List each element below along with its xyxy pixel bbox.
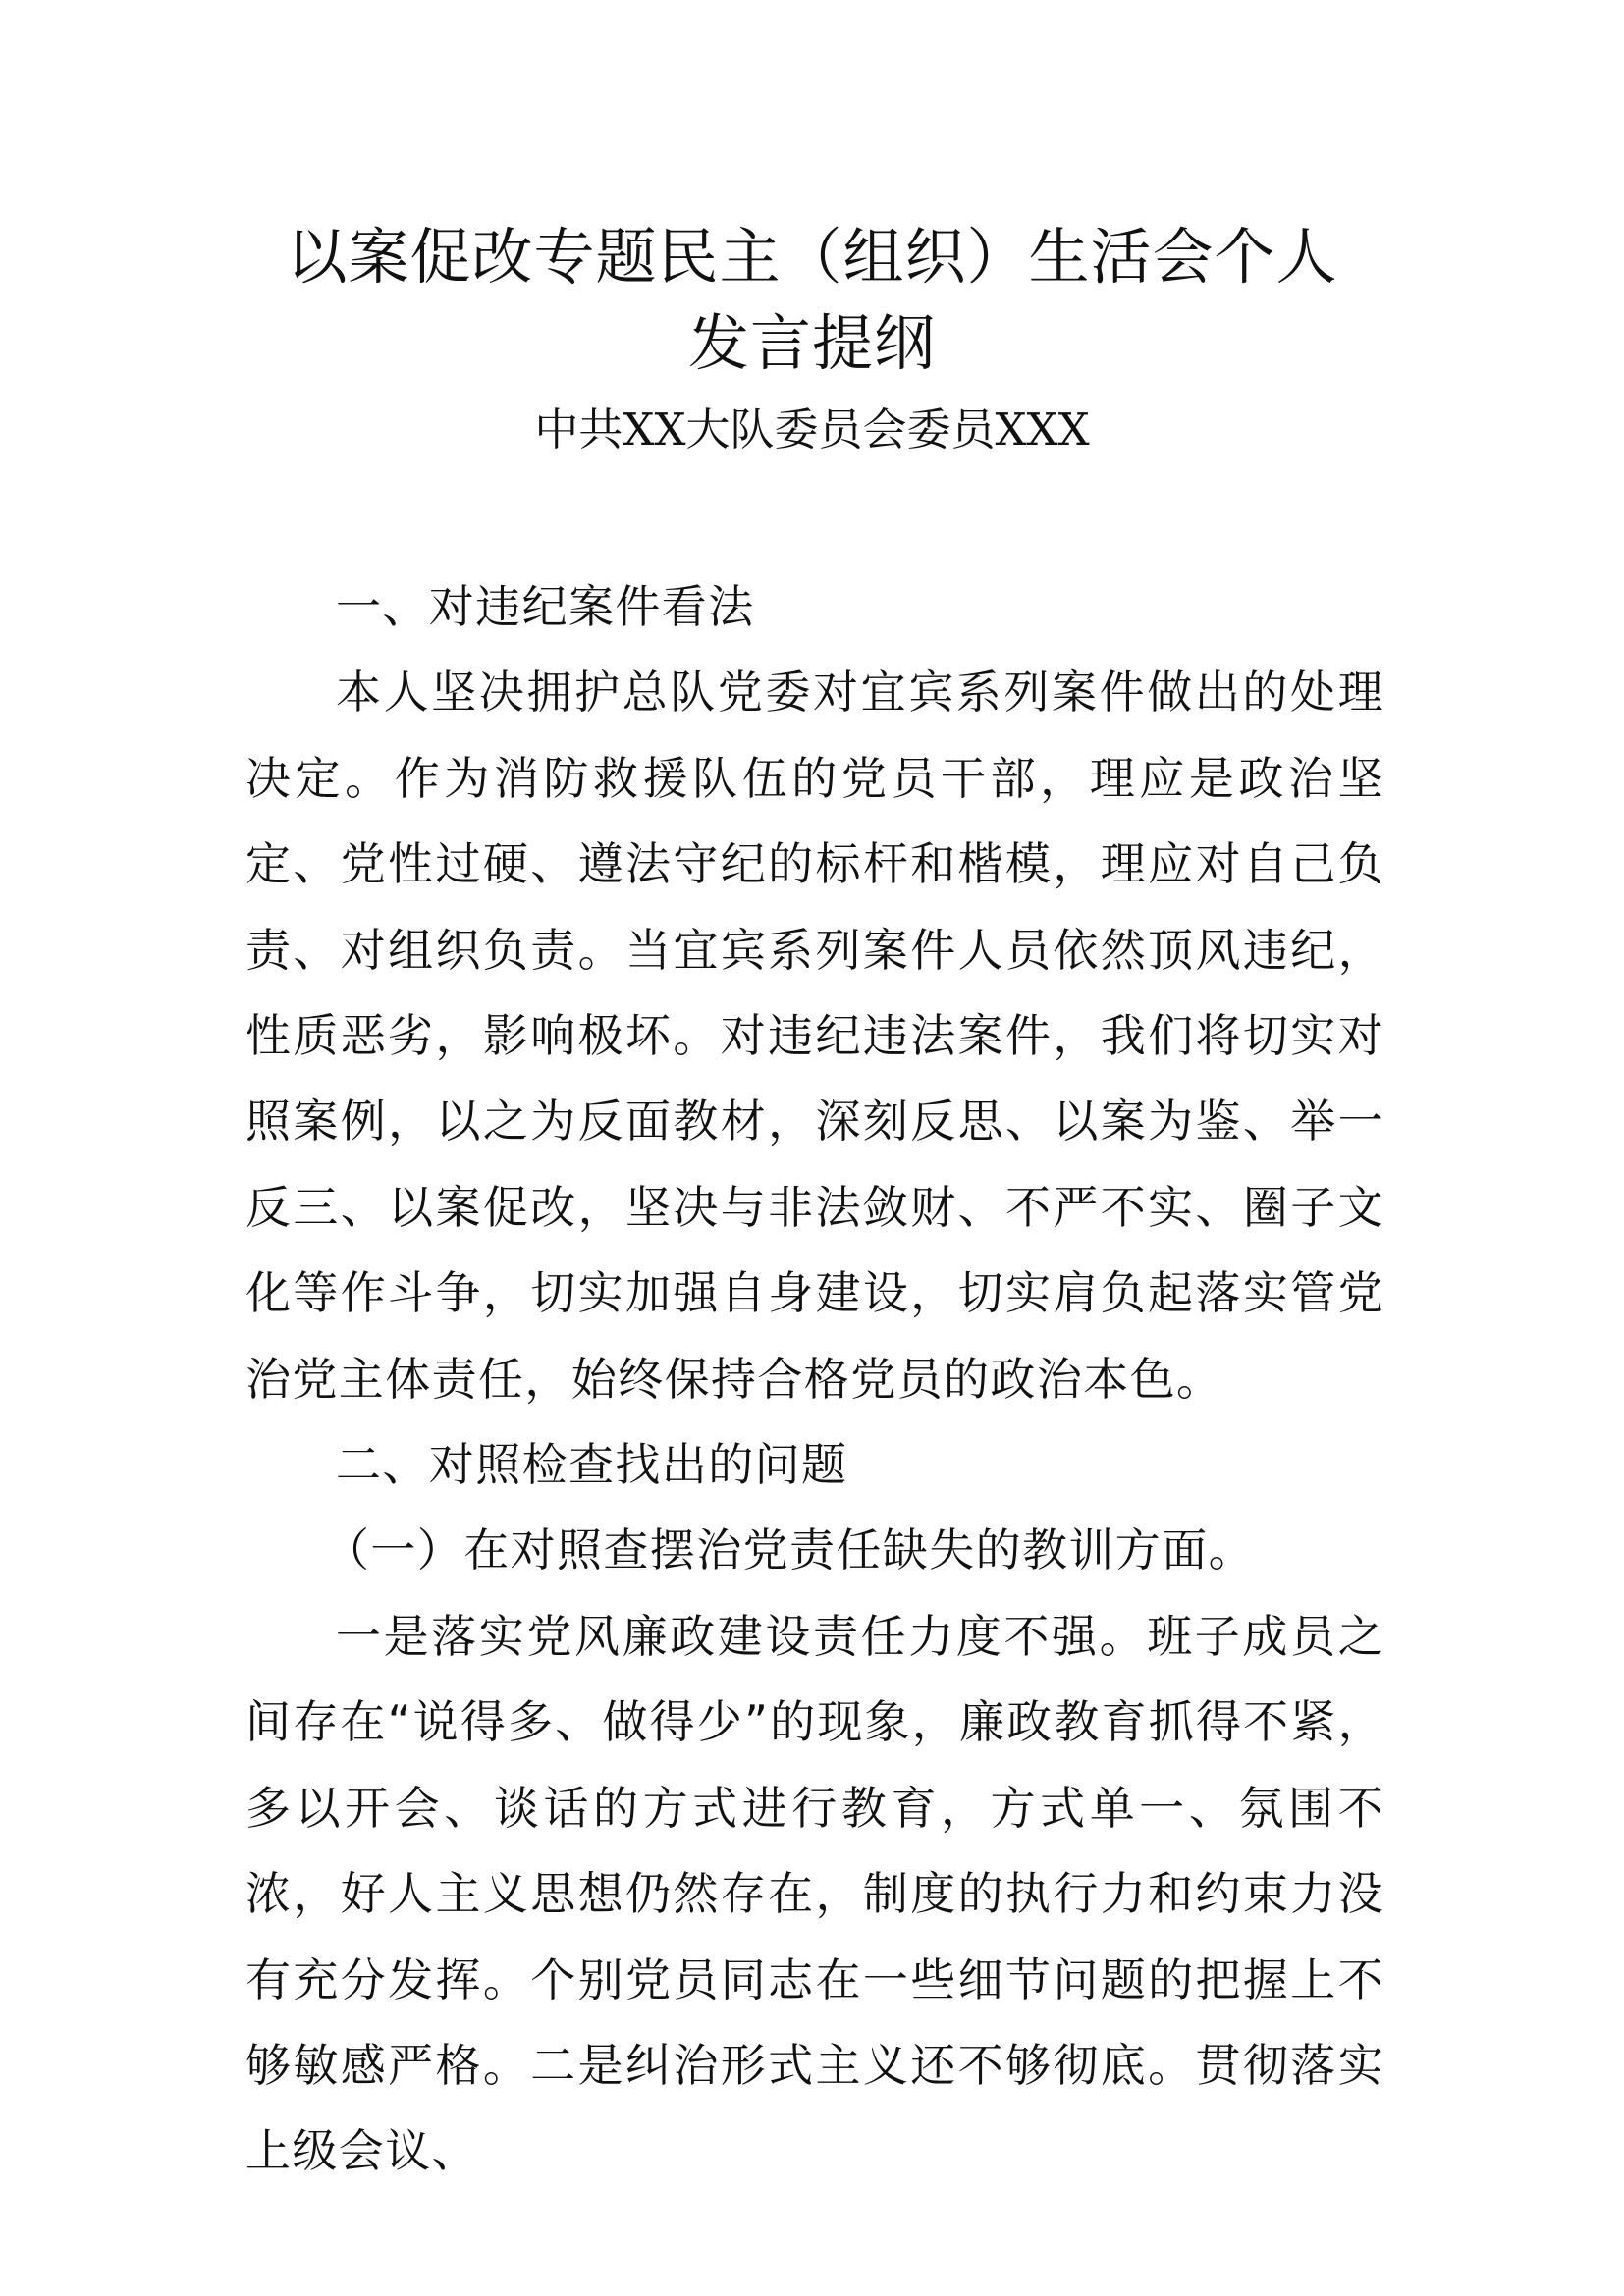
subsection-1-heading: （一）在对照查摆治党责任缺失的教训方面。 — [324, 1523, 1255, 1577]
document-author-line — [245, 399, 1379, 461]
document-title-line-2: 发言提纲 — [687, 307, 936, 379]
author-xxx: XXX — [995, 403, 1090, 455]
subsection-1-paragraph: 一是落实党风廉政建设责任力度不强。班子成员之间存在“说得多、做得少”的现象，廉政教育抓得不紧，多以开会、谈话的方式进行教育，方式单一、氛围不浓，好人主义思想仍然存在，制度的执行力和约束力没有充分发挥。个别党员同志在一些细节问题的把握上不够敏感严格。二是纠治形式主义还不够彻底。贯彻落实上级会议、 — [245, 1609, 1384, 2178]
author-prefix: 中共 — [534, 403, 623, 455]
document-title-line-1: 以案促改专题民主（组织）生活会个人 — [286, 221, 1338, 293]
author-role: 大队委员会委员 — [685, 403, 996, 455]
section-1-heading: 一、对违纪案件看法 — [336, 580, 755, 633]
section-2-heading: 二、对照检查找出的问题 — [336, 1438, 848, 1492]
author-xx: XX — [623, 403, 686, 455]
section-1-paragraph: 本人坚决拥护总队党委对宜宾系列案件做出的处理决定。作为消防救援队伍的党员干部，理应是政治坚定、党性过硬、遵法守纪的标杆和楷模，理应对自己负责、对组织负责。当宜宾系列案件人员依然顶风违纪，性质恶劣，影响极坏。对违纪违法案件，我们将切实对照案例，以之为反面教材，深刻反思、以案为鉴、举一反三、以案促改，坚决与非法敛财、不严不实、圈子文化等作斗争，切实加强自身建设，切实肩负起落实管党治党主体责任，始终保持合格党员的政治本色。 — [245, 666, 1384, 1406]
document-body — [245, 564, 1384, 2195]
